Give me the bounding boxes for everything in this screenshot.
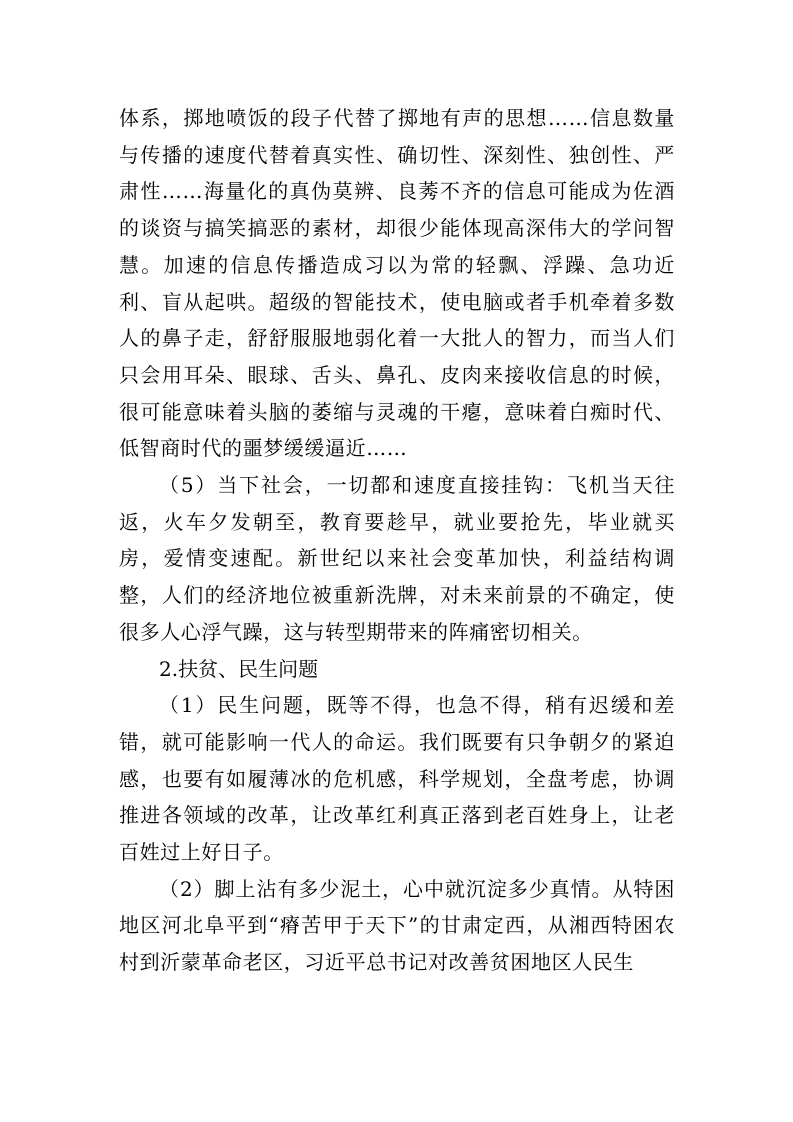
- paragraph-point-5-speed-society: （5）当下社会，一切都和速度直接挂钩：飞机当天往返，火车夕发朝至，教育要趁早，就业要抢先，毕业就买房，爱情变速配。新世纪以来社会变革加快，利益结构调整，人们的经济地位被重新洗牌，对未来前景的不确定，使很多人心浮气躁，这与转型期带来的阵痛密切相关。: [119, 473, 675, 644]
- paragraph-point-1-livelihood: （1）民生问题，既等不得，也急不得，稍有迟缓和差错，就可能影响一代人的命运。我们既要有只争朝夕的紧迫感，也要有如履薄冰的危机感，科学规划，全盘考虑，协调推进各领域的改革，让改革红利真正落到老百姓身上，让老百姓过上好日子。: [119, 693, 675, 865]
- section-heading-poverty-livelihood: 2.扶贫、民生问题: [159, 656, 319, 681]
- document-page: [119, 100, 675, 981]
- paragraph-point-2-mud-on-feet: （2）脚上沾有多少泥土，心中就沉淀多少真情。从特困地区河北阜平到“瘠苦甲于天下”的甘肃定西，从湘西特困农村到沂蒙革命老区，习近平总书记对改善贫困地区人民生: [119, 876, 675, 975]
- paragraph-information-age: 体系，掷地喷饭的段子代替了掷地有声的思想……信息数量与传播的速度代替着真实性、确切性、深刻性、独创性、严肃性……海量化的真伪莫辨、良莠不齐的信息可能成为佐酒的谈资与搞笑搞恶的素材，却很少能体现高深伟大的学问智慧。加速的信息传播造成习以为常的轻飘、浮躁、急功近利、盲从起哄。超级的智能技术，使电脑或者手机牵着多数人的鼻子走，舒舒服服地弱化着一大批人的智力，而当人们只会用耳朵、眼球、舌头、鼻孔、皮肉来接收信息的时候，很可能意味着头脑的萎缩与灵魂的干瘪，意味着白痴时代、低智商时代的噩梦缓缓逼近……: [119, 106, 675, 461]
